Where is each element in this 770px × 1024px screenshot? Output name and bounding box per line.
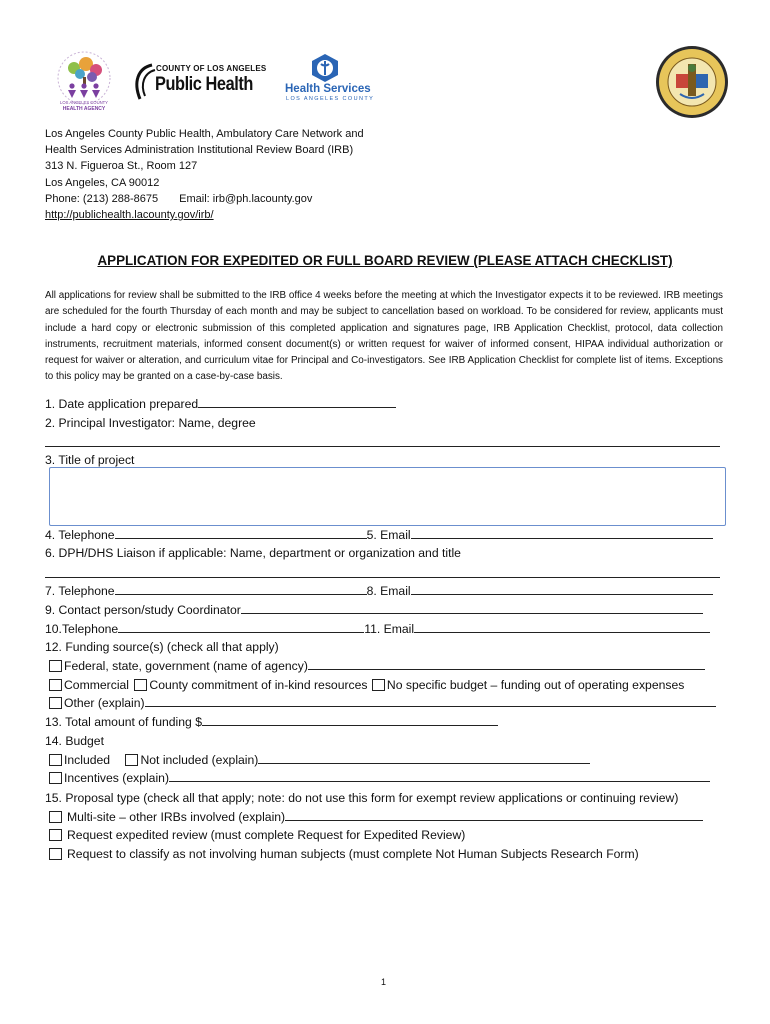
q11-label: 11. Email <box>364 622 415 636</box>
expedited-row <box>49 827 465 843</box>
multisite-explain-field[interactable] <box>285 809 703 821</box>
health-services-hexagon-icon <box>310 53 340 83</box>
address-line-1: Los Angeles County Public Health, Ambulatory Care Network and <box>45 128 364 140</box>
budget-explain-field[interactable] <box>258 752 590 764</box>
incentives-checkbox[interactable] <box>49 772 62 784</box>
q9-label: 9. Contact person/study Coordinator <box>45 603 241 617</box>
address-line-2: Health Services Administration Institutional Review Board (IRB) <box>45 144 354 157</box>
page-number: 1 <box>381 977 387 987</box>
multisite-checkbox[interactable] <box>49 811 62 823</box>
public-health-logo <box>130 60 275 104</box>
address-line-4: Los Angeles, CA 90012 <box>45 176 160 189</box>
intro-paragraph: All applications for review shall be submitted to the IRB office 4 weeks before the meeting at which the Investigator expects it to be reviewed. IRB meetings are scheduled for the fourth Thursday of each month and may be subject to cancellation based on workload. To be considered for review, applicants must include a hard copy or electronic submission of this completed application and signatures page, IRB Application Checklist, protocol, data collection instruments, recruitment materials, informed consent document(s) or written request for waiver of informed consent, HIPAA individual authorization or request for waiver or alteration, and curriculum vitae for Principal and Co-investigators. See IRB Application Checklist for complete list of items. Exceptions to this policy may be granted on a case-by-case basis. <box>45 290 723 383</box>
budget-included-label: Included <box>64 753 111 767</box>
q10-q11-row <box>45 621 710 637</box>
irb-website-link[interactable]: http://publichealth.lacounty.gov/irb/ <box>45 209 214 222</box>
health-services-title: Health Services <box>285 83 371 95</box>
q1-row <box>45 396 396 412</box>
other-funding-row <box>49 695 716 711</box>
q3-label: 3. Title of project <box>45 453 135 467</box>
no-budget-label: No specific budget – funding out of operating expenses <box>386 678 685 692</box>
federal-row <box>49 658 705 674</box>
budget-row <box>49 752 590 768</box>
incentives-explain-field[interactable] <box>169 770 710 782</box>
date-prepared-field[interactable] <box>198 396 396 408</box>
commercial-checkbox[interactable] <box>49 679 62 691</box>
health-services-logo <box>282 53 375 105</box>
pi-name-field[interactable] <box>45 446 720 447</box>
funding-amount-field[interactable] <box>202 714 498 726</box>
svg-text:LOS ANGELES COUNTY: LOS ANGELES COUNTY <box>60 100 108 105</box>
q4-label: 4. Telephone <box>45 528 115 542</box>
irb-address-block <box>45 126 364 223</box>
q12-label: 12. Funding source(s) (check all that apply) <box>45 640 279 654</box>
email-text: Email: irb@ph.lacounty.gov <box>179 192 313 205</box>
la-county-seal-icon <box>654 44 730 120</box>
federal-label: Federal, state, government (name of agency) <box>64 659 308 673</box>
public-health-swoosh-icon <box>130 62 156 102</box>
funding-options-row <box>49 677 684 693</box>
q9-row <box>45 602 703 618</box>
liaison-field[interactable] <box>45 577 720 578</box>
project-title-textbox[interactable] <box>49 467 726 526</box>
budget-not-included-label: Not included (explain) <box>140 753 259 767</box>
not-human-row <box>49 846 639 862</box>
q6-label: 6. DPH/DHS Liaison if applicable: Name, department or organization and title <box>45 546 461 560</box>
telephone-field[interactable] <box>115 527 367 539</box>
q14-label: 14. Budget <box>45 734 104 748</box>
phone-text: Phone: (213) 288-8675 <box>45 192 159 205</box>
public-health-title: Public Health <box>155 74 253 95</box>
liaison-email-field[interactable] <box>411 583 713 595</box>
other-funding-label: Other (explain) <box>64 696 145 710</box>
q5-label: 5. Email <box>366 528 411 542</box>
contact-email-field[interactable] <box>414 621 710 633</box>
budget-included-checkbox[interactable] <box>49 754 62 766</box>
form-title: APPLICATION FOR EXPEDITED OR FULL BOARD REVIEW (PLEASE ATTACH CHECKLIST) <box>97 253 673 268</box>
incentives-row <box>49 770 710 786</box>
multisite-row <box>49 809 703 825</box>
contact-person-field[interactable] <box>241 602 703 614</box>
expedited-review-checkbox[interactable] <box>49 829 62 841</box>
q2-label: 2. Principal Investigator: Name, degree <box>45 416 256 430</box>
other-funding-checkbox[interactable] <box>49 697 62 709</box>
q7-q8-row <box>45 583 713 599</box>
federal-agency-field[interactable] <box>308 658 705 670</box>
q15-label: 15. Proposal type (check all that apply; note: do not use this form for exempt review applications or continuing review) <box>45 791 679 805</box>
q8-label: 8. Email <box>366 584 411 598</box>
budget-not-included-checkbox[interactable] <box>125 754 138 766</box>
q13-label: 13. Total amount of funding $ <box>45 715 202 729</box>
q4-q5-row <box>45 527 713 543</box>
expedited-review-label: Request expedited review (must complete Request for Expedited Review) <box>67 828 466 842</box>
other-funding-field[interactable] <box>145 695 716 707</box>
commercial-label: Commercial <box>64 678 130 692</box>
federal-checkbox[interactable] <box>49 660 62 672</box>
public-health-county-text: COUNTY OF LOS ANGELES <box>156 64 267 73</box>
multisite-label: Multi-site – other IRBs involved (explain) <box>67 810 286 824</box>
q1-label: 1. Date application prepared <box>45 397 199 411</box>
liaison-telephone-field[interactable] <box>115 583 367 595</box>
contact-line <box>45 191 364 207</box>
not-human-subjects-label: Request to classify as not involving human subjects (must complete Not Human Subjects Research Form) <box>67 847 639 861</box>
not-human-subjects-checkbox[interactable] <box>49 848 62 860</box>
county-commitment-label: County commitment of in-kind resources <box>149 678 368 692</box>
no-budget-checkbox[interactable] <box>372 679 385 691</box>
svg-text:HEALTH AGENCY: HEALTH AGENCY <box>62 106 106 112</box>
q13-row <box>45 714 498 730</box>
la-county-health-agency-logo-icon <box>46 50 122 112</box>
incentives-label: Incentives (explain) <box>64 771 169 785</box>
contact-telephone-field[interactable] <box>118 621 364 633</box>
q10-label: 10.Telephone <box>45 622 119 636</box>
address-line-3: 313 N. Figueroa St., Room 127 <box>45 160 198 173</box>
county-commitment-checkbox[interactable] <box>134 679 147 691</box>
q7-label: 7. Telephone <box>45 584 115 598</box>
email-field[interactable] <box>411 527 713 539</box>
health-services-subtitle: LOS ANGELES COUNTY <box>286 96 375 102</box>
